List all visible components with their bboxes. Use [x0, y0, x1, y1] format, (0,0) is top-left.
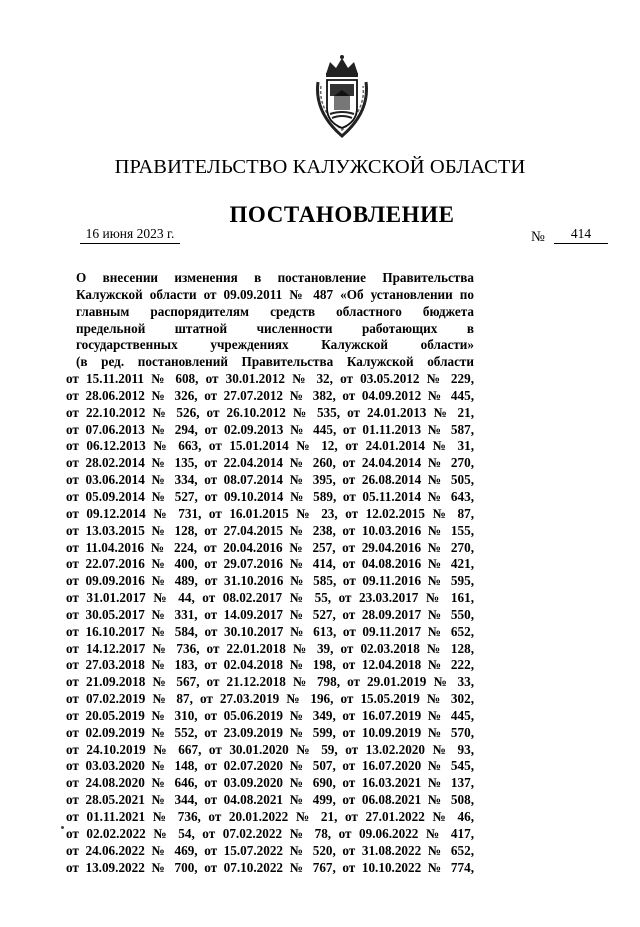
amendment-line: от 03.06.2014 № 334, от 08.07.2014 № 395, от 26.08.2014 № 505,: [66, 472, 474, 488]
document-number: 414: [554, 226, 608, 244]
amendment-line: от 13.03.2015 № 128, от 27.04.2015 № 238, от 10.03.2016 № 155,: [66, 522, 474, 538]
amendment-line: от 27.03.2018 № 183, от 02.04.2018 № 198, от 12.04.2018 № 222,: [66, 657, 474, 673]
amendment-line: от 30.05.2017 № 331, от 14.09.2017 № 527, от 28.09.2017 № 550,: [66, 606, 474, 622]
amendment-line: от 20.05.2019 № 310, от 05.06.2019 № 349, от 16.07.2019 № 445,: [66, 707, 474, 723]
kaluga-region-coat-of-arms-icon: [312, 52, 372, 140]
amendment-line: [66, 910, 474, 927]
amendment-line: от 05.09.2014 № 527, от 09.10.2014 № 589, от 05.11.2014 № 643,: [66, 488, 474, 504]
title-line: Калужской области от 09.09.2011 № 487 «Об установлении по: [76, 286, 474, 302]
amendment-line: от 01.11.2021 № 736, от 20.01.2022 № 21, от 27.01.2022 № 46,: [66, 809, 474, 824]
document-type: ПОСТАНОВЛЕНИЕ: [229, 202, 455, 227]
title-line: предельной штатной численности работающих в: [76, 320, 474, 336]
amendment-line: от 16.10.2017 № 584, от 30.10.2017 № 613, от 09.11.2017 № 652,: [66, 623, 474, 639]
amendment-line: [66, 893, 474, 910]
amendment-line: от 24.06.2022 № 469, от 15.07.2022 № 520, от 31.08.2022 № 652,: [66, 842, 474, 858]
document-date: 16 июня 2023 г.: [80, 226, 180, 244]
scan-speck: [61, 826, 64, 829]
amendment-line: [66, 876, 474, 893]
amendment-line: от 15.11.2011 № 608, от 30.01.2012 № 32, от 03.05.2012 № 229,: [66, 371, 474, 387]
amendment-line: от 28.02.2014 № 135, от 22.04.2014 № 260, от 24.04.2014 № 270,: [66, 455, 474, 471]
title-line: государственных учреждениях Калужской области»: [76, 337, 474, 353]
amendment-line: от 11.04.2016 № 224, от 20.04.2016 № 257, от 29.04.2016 № 270,: [66, 539, 474, 555]
amendment-line: от 02.02.2022 № 54, от 07.02.2022 № 78, от 09.06.2022 № 417,: [66, 825, 474, 841]
amendment-line: от 24.08.2020 № 646, от 03.09.2020 № 690, от 16.03.2021 № 137,: [66, 775, 474, 791]
amendment-line: (в ред. постановлений Правительства Калужской области: [76, 354, 474, 370]
amendment-line: от 24.10.2019 № 667, от 30.01.2020 № 59, от 13.02.2020 № 93,: [66, 741, 474, 757]
amendment-line: от 06.12.2013 № 663, от 15.01.2014 № 12, от 24.01.2014 № 31,: [66, 438, 474, 454]
document-body: [66, 270, 474, 927]
amendment-line: от 07.02.2019 № 87, от 27.03.2019 № 196, от 15.05.2019 № 302,: [66, 691, 474, 707]
government-name: ПРАВИТЕЛЬСТВО КАЛУЖСКОЙ ОБЛАСТИ: [114, 156, 526, 178]
title-line: О внесении изменения в постановление Правительства: [76, 270, 474, 285]
amendment-line: от 22.10.2012 № 526, от 26.10.2012 № 535, от 24.01.2013 № 21,: [66, 404, 474, 420]
document-number-label: №: [531, 229, 545, 245]
amendment-line: от 09.09.2016 № 489, от 31.10.2016 № 585, от 09.11.2016 № 595,: [66, 573, 474, 589]
amendment-line: от 07.06.2013 № 294, от 02.09.2013 № 445, от 01.11.2013 № 587,: [66, 421, 474, 437]
amendment-line: от 31.01.2017 № 44, от 08.02.2017 № 55, от 23.03.2017 № 161,: [66, 590, 474, 606]
amendment-line: от 13.09.2022 № 700, от 07.10.2022 № 767, от 10.10.2022 № 774,: [66, 859, 474, 875]
amendment-line: от 09.12.2014 № 731, от 16.01.2015 № 23, от 12.02.2015 № 87,: [66, 505, 474, 521]
amendment-line: от 28.06.2012 № 326, от 27.07.2012 № 382, от 04.09.2012 № 445,: [66, 387, 474, 403]
amendment-line: от 22.07.2016 № 400, от 29.07.2016 № 414, от 04.08.2016 № 421,: [66, 556, 474, 572]
amendment-line: от 28.05.2021 № 344, от 04.08.2021 № 499, от 06.08.2021 № 508,: [66, 792, 474, 808]
amendment-line: от 21.09.2018 № 567, от 21.12.2018 № 798, от 29.01.2019 № 33,: [66, 674, 474, 690]
title-line: главным распорядителям средств областного бюджета: [76, 303, 474, 319]
amendment-line: от 14.12.2017 № 736, от 22.01.2018 № 39, от 02.03.2018 № 128,: [66, 640, 474, 656]
amendment-line: от 02.09.2019 № 552, от 23.09.2019 № 599, от 10.09.2019 № 570,: [66, 724, 474, 740]
amendment-line: от 03.03.2020 № 148, от 02.07.2020 № 507, от 16.07.2020 № 545,: [66, 758, 474, 774]
